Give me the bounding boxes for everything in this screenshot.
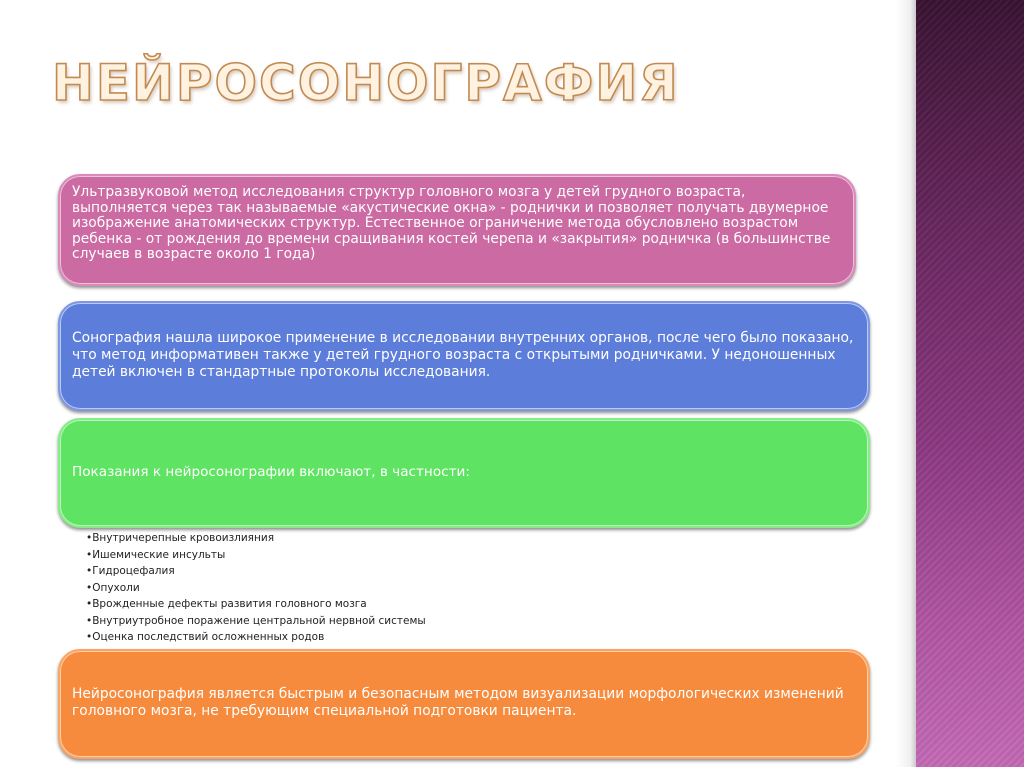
application-box <box>58 301 870 411</box>
slide-title: НЕЙРОСОНОГРАФИЯ <box>52 54 680 112</box>
list-item: • Врожденные дефекты развития головного мозга <box>86 596 426 613</box>
list-item: • Ишемические инсульты <box>86 547 426 564</box>
list-item: • Гидроцефалия <box>86 563 426 580</box>
description-text: Ультразвуковой метод исследования структур головного мозга у детей грудного возраста, выполняется через так называемые «акустические окна» - роднички и позволяет получать двумерное изображение анатомических структур. Естественное ограничение метода обусловлено возрастом ребенка - от рождения до времени сращивания костей черепа и «закрытия» родничка (в большинстве случаев в возрасте около 1 года) <box>72 184 831 262</box>
conclusion-text: Нейросонография является быстрым и безопасным методом визуализации морфологических изменений головного мозга, не требующим специальной подготовки пациента. <box>72 686 844 719</box>
conclusion-box <box>58 649 870 759</box>
indications-list <box>86 530 426 646</box>
decorative-side-panel <box>916 0 1024 767</box>
indications-box <box>58 418 870 528</box>
list-item: • Опухоли <box>86 580 426 597</box>
list-item: • Оценка последствий осложненных родов <box>86 629 426 646</box>
description-box <box>58 174 856 286</box>
list-item: • Внутриутробное поражение центральной нервной системы <box>86 613 426 630</box>
indications-heading: Показания к нейросонографии включают, в частности: <box>72 464 470 480</box>
application-text: Сонография нашла широкое применение в исследовании внутренних органов, после чего было показано, что метод информативен также у детей грудного возраста с открытыми родничками. У недоношенных детей включен в стандартные протоколы исследования. <box>72 330 854 380</box>
list-item: • Внутричерепные кровоизлияния <box>86 530 426 547</box>
